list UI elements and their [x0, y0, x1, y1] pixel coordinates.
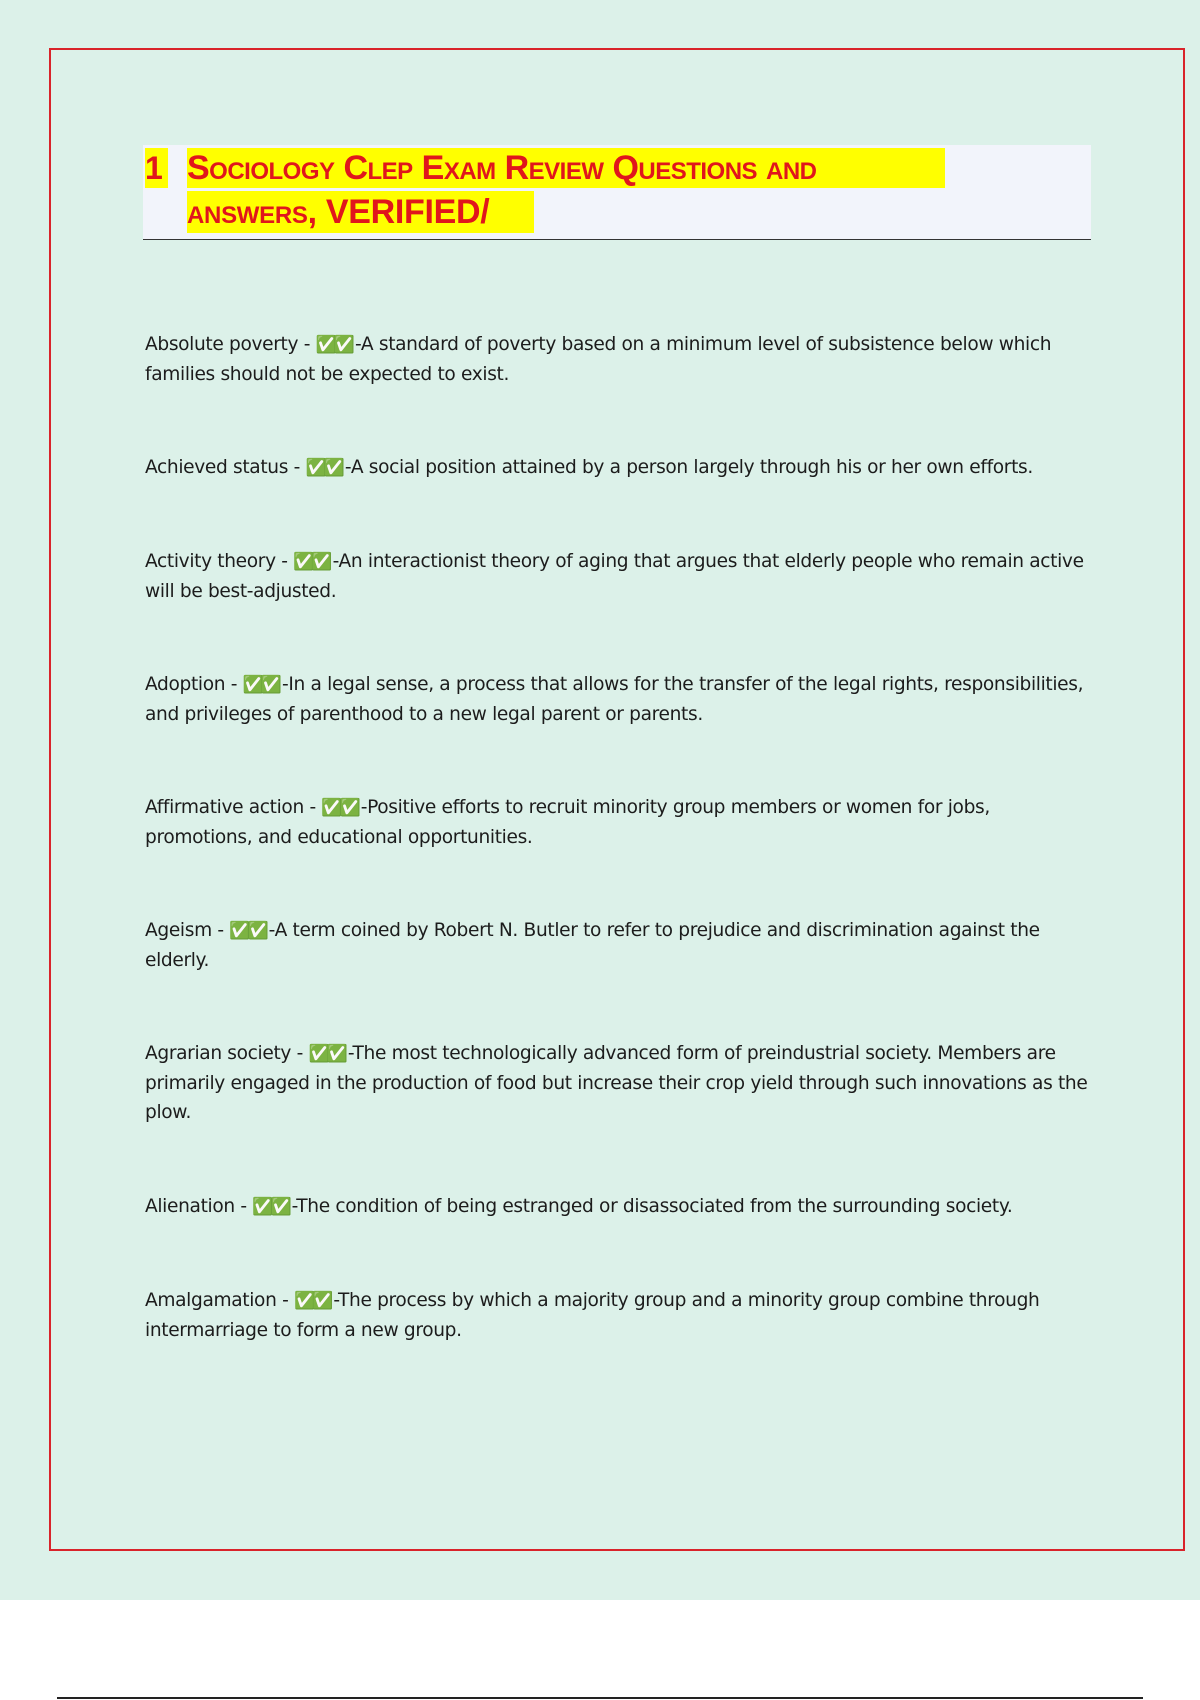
page-title-line-1: Sociology Clep Exam Review Questions and — [187, 148, 945, 188]
term-name: Absolute poverty — [145, 334, 299, 355]
page-title-line-2: answers, VERIFIED/ — [187, 191, 534, 233]
term-definition: The most technologically advanced form of preindustrial society. Members are primarily engaged in the production of food but increase their crop yield through such innovations as the plow. — [145, 1043, 1088, 1123]
double-check-icon: ✅✅ — [293, 552, 330, 572]
term-definition: The process by which a majority group and a minority group combine through intermarriage to form a new group. — [145, 1290, 1040, 1341]
term-definition: A standard of poverty based on a minimum level of subsistence below which families should not be expected to exist. — [145, 334, 1052, 385]
term-entry-agrarian-society: Agrarian society - ✅✅ -The most technologically advanced form of preindustrial society. Members are primarily engaged in the production of food but increase their crop yield through such innovations as the plow. — [145, 1039, 1095, 1127]
term-name: Amalgamation — [145, 1290, 277, 1311]
footer-divider — [57, 1697, 1143, 1699]
double-check-icon: ✅✅ — [305, 458, 342, 478]
term-definition: A term coined by Robert N. Butler to refer to prejudice and discrimination against the elderly. — [145, 920, 1040, 971]
double-check-icon: ✅✅ — [242, 675, 280, 695]
term-definition: The condition of being estranged or disassociated from the surrounding society. — [296, 1196, 1013, 1217]
term-entry-alienation: Alienation - ✅✅ -The condition of being estranged or disassociated from the surrounding society. — [145, 1192, 1095, 1222]
double-check-icon: ✅✅ — [294, 1291, 331, 1311]
term-entry-affirmative-action: Affirmative action - ✅✅ -Positive efforts to recruit minority group members or women for jobs, promotions, and educational opportunities. — [145, 793, 1095, 852]
double-check-icon: ✅✅ — [315, 335, 352, 355]
term-name: Ageism — [145, 920, 212, 941]
term-name: Achieved status — [145, 457, 289, 478]
double-check-icon: ✅✅ — [252, 1197, 289, 1217]
term-name: Agrarian society — [145, 1043, 292, 1064]
double-check-icon: ✅✅ — [308, 1044, 345, 1064]
term-entry-absolute-poverty: Absolute poverty - ✅✅ -A standard of poverty based on a minimum level of subsistence below which families should not be expected to exist. — [145, 330, 1095, 389]
term-entry-ageism: Ageism - ✅✅ -A term coined by Robert N. Butler to refer to prejudice and discrimination against the elderly. — [145, 916, 1095, 975]
term-entry-achieved-status: Achieved status - ✅✅ -A social position attained by a person largely through his or her own efforts. — [145, 453, 1095, 483]
term-definition: In a legal sense, a process that allows for the transfer of the legal rights, responsibilities, and privileges of parenthood to a new legal parent or parents. — [145, 674, 1084, 725]
term-entry-adoption: Adoption - ✅✅ -In a legal sense, a process that allows for the transfer of the legal rights, responsibilities, and privileges of parenthood to a new legal parent or parents. — [145, 670, 1095, 729]
double-check-icon: ✅✅ — [321, 798, 358, 818]
term-definition: An interactionist theory of aging that argues that elderly people who remain active will be best-adjusted. — [145, 551, 1084, 602]
term-definition: Positive efforts to recruit minority group members or women for jobs, promotions, and educational opportunities. — [145, 797, 990, 848]
term-entry-activity-theory: Activity theory - ✅✅ -An interactionist theory of aging that argues that elderly people who remain active will be best-adjusted. — [145, 547, 1095, 606]
term-entry-amalgamation: Amalgamation - ✅✅ -The process by which a majority group and a minority group combine through intermarriage to form a new group. — [145, 1286, 1095, 1345]
term-name: Affirmative action — [145, 797, 304, 818]
term-definition: A social position attained by a person largely through his or her own efforts. — [350, 457, 1033, 478]
term-name: Alienation — [145, 1196, 235, 1217]
double-check-icon: ✅✅ — [229, 921, 266, 941]
term-name: Activity theory — [145, 551, 276, 572]
heading-number: 1 — [145, 148, 168, 188]
term-name: Adoption — [145, 674, 226, 695]
